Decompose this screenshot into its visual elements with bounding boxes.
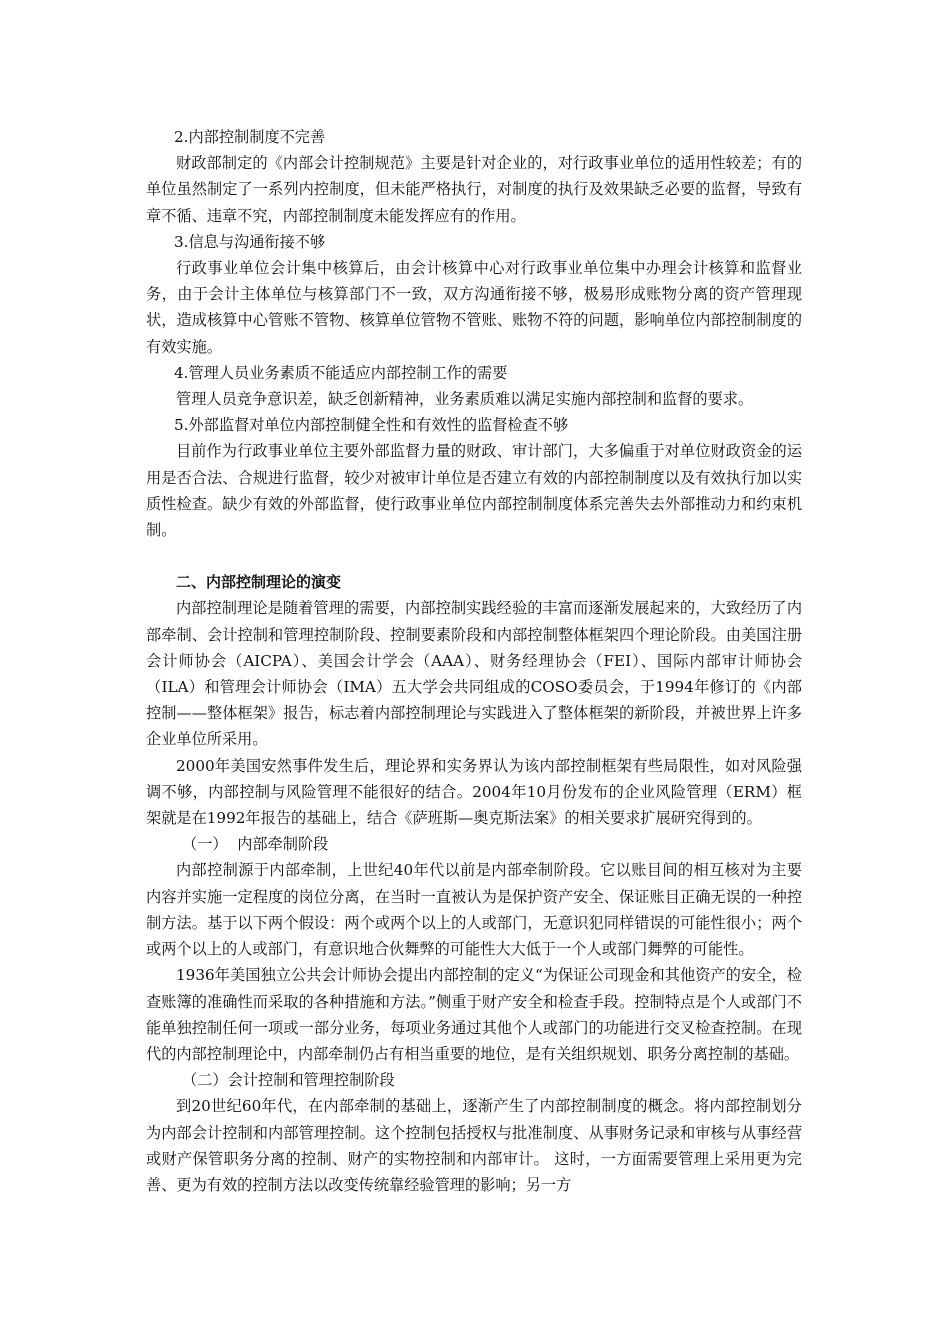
section-spacer <box>146 543 802 569</box>
paragraph: 管理人员竞争意识差，缺乏创新精神，业务素质难以满足实施内部控制和监督的要求。 <box>176 390 754 409</box>
subheading-4: 4.管理人员业务素质不能适应内部控制工作的需要 <box>174 363 508 382</box>
paragraph: 目前作为行政事业单位主要外部监督力量的财政、审计部门，大多偏重于对单位财政资金的运用是否合法、合规进行监督，较少对被审计单位是否建立有效的内部控制制度以及有效执行加以实质性检查。缺少有效的外部监督，使行政事业单位内部控制制度体系完善失去外部推动力和约束机制。 <box>146 442 802 540</box>
paragraph: 1936年美国独立公共会计师协会提出内部控制的定义“为保证公司现金和其他资产的安全，检查账簿的准确性而采取的各种措施和方法。”侧重于财产安全和检查手段。控制特点是个人或部门不能单独控制任何一项或一部分业务，每项业务通过其他个人或部门的功能进行交叉检查控制。在现代的内部控制理论中，内部牵制仍占有相当重要的地位，是有关组织规划、职务分离控制的基础。 <box>146 966 802 1063</box>
subsection-heading-2: （二）会计控制和管理控制阶段 <box>182 1071 395 1090</box>
paragraph: 到20世纪60年代，在内部牵制的基础上，逐渐产生了内部控制制度的概念。将内部控制划分为内部会计控制和内部管理控制。这个控制包括授权与批准制度、从事财务记录和审核与从事经营或财产保管职务分离的控制、财产的实物控制和内部审计。 这时，一方面需要管理上采用更为完善、更为有效的控制方法以改变传统靠经验管理的影响；另一方 <box>146 1097 802 1194</box>
subheading-5: 5.外部监督对单位内部控制健全性和有效性的监督检查不够 <box>174 416 569 435</box>
paragraph: 财政部制定的《内部会计控制规范》主要是针对企业的，对行政事业单位的适用性较差；有的单位虽然制定了一系列内控制度，但未能严格执行，对制度的执行及效果缺乏必要的监督，导致有章不循、违章不究，内部控制制度未能发挥应有的作用。 <box>146 154 802 225</box>
document-body <box>146 124 802 1198</box>
paragraph: 行政事业单位会计集中核算后，由会计核算中心对行政事业单位集中办理会计核算和监督业务，由于会计主体单位与核算部门不一致，双方沟通衔接不够，极易形成账物分离的资产管理现状，造成核算中心管账不管物、核算单位管物不管账、账物不符的问题，影响单位内部控制制度的有效实施。 <box>146 259 802 356</box>
subheading-2: 2.内部控制制度不完善 <box>174 128 326 146</box>
section-title: 二、内部控制理论的演变 <box>176 573 342 592</box>
subsection-heading-1: （一） 内部牵制阶段 <box>182 835 329 854</box>
paragraph: 2000年美国安然事件发生后，理论界和实务界认为该内部控制框架有些局限性，如对风险强调不够，内部控制与风险管理不能很好的结合。2004年10月份发布的企业风险管理（ERM）框架就是在1992年报告的基础上，结合《萨班斯—奥克斯法案》的相关要求扩展研究得到的。 <box>146 756 802 828</box>
paragraph: 内部控制理论是随着管理的需要，内部控制实践经验的丰富而逐渐发展起来的，大致经历了内部牵制、会计控制和管理控制阶段、控制要素阶段和内部控制整体框架四个理论阶段。由美国注册会计师协会（AICPA）、美国会计学会（AAA）、财务经理协会（FEI）、国际内部审计师协会（ILA）和管理会计师协会（IMA）五大学会共同组成的COSO委员会，于1994年修订的《内部控制——整体框架》报告，标志着内部控制理论与实践进入了整体框架的新阶段，并被世界上许多企业单位所采用。 <box>146 599 802 749</box>
paragraph: 内部控制源于内部牵制，上世纪40年代以前是内部牵制阶段。它以账目间的相互核对为主要内容并实施一定程度的岗位分离，在当时一直被认为是保护资产安全、保证账目正确无误的一种控制方法。基于以下两个假设：两个或两个以上的人或部门，无意识犯同样错误的可能性很小；两个或两个以上的人或部门，有意识地合伙舞弊的可能性大大低于一个人或部门舞弊的可能性。 <box>146 861 802 959</box>
subheading-3: 3.信息与沟通衔接不够 <box>174 232 326 251</box>
